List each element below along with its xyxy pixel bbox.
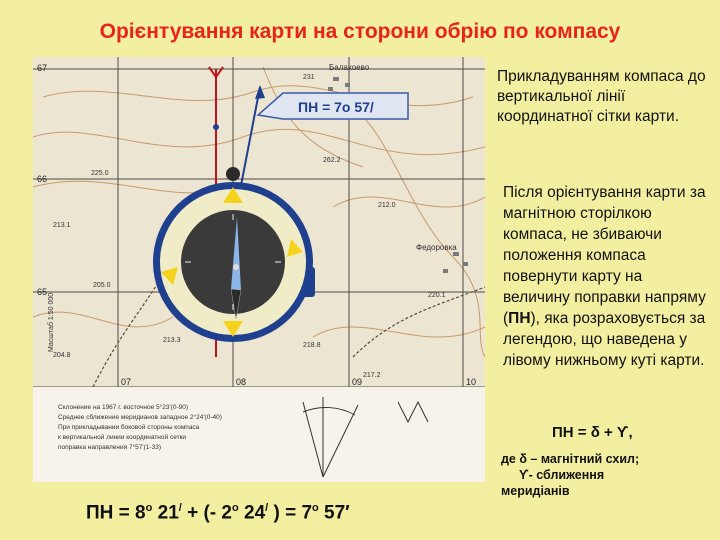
height-mark: 212.0 xyxy=(378,202,396,209)
legend-line-2: ϒ- сближення xyxy=(519,468,605,482)
instruction-text-1: Прикладуванням компаса до вертикальної лінії координатної сітки карти. xyxy=(497,68,706,125)
height-mark: 231 xyxy=(303,74,315,81)
height-mark: 205.0 xyxy=(93,282,111,289)
grid-label-07: 07 xyxy=(121,377,132,387)
instruction-text-2 xyxy=(503,182,708,371)
bottom-formula-part: 24 xyxy=(238,502,266,524)
grid-label-67: 67 xyxy=(37,63,48,73)
map-point xyxy=(213,124,219,130)
instruction-text-2-start: Після орієнтування карти за магнітною сторілкою компаса, не збиваючи положення компаса повернути карту на величину поправки напряму ( xyxy=(503,184,706,327)
formula-legend xyxy=(501,451,701,499)
height-mark: 220.1 xyxy=(428,292,446,299)
grid-label-66: 66 xyxy=(37,174,48,184)
degree-mark: о xyxy=(231,502,239,514)
map-legend-line: Среднее сближение меридианов западное 2°24'(0-40) xyxy=(58,414,222,421)
height-mark: 218.8 xyxy=(303,342,321,349)
legend-line-1: де δ – магнітний схил; xyxy=(501,452,640,466)
grid-label-10: 10 xyxy=(466,377,477,387)
height-mark: 217.2 xyxy=(363,372,381,379)
map-legend-line: При прикладывании боковой стороны компаса xyxy=(58,424,200,431)
minute-mark: / xyxy=(178,502,182,514)
map-legend-line: поправка направления 7°57'(1-33) xyxy=(58,444,161,451)
formula: ПН = δ + ϒ, xyxy=(552,424,633,441)
bottom-formula xyxy=(86,502,350,524)
callout-label: ПН = 7o 57/ xyxy=(298,99,374,115)
village-label-top: Балахоево xyxy=(329,63,370,72)
minute-mark: / xyxy=(265,502,269,514)
map-legend-line: к вертикальной линии координатной сетки xyxy=(58,434,187,441)
instruction-text-2-bold: ПН xyxy=(508,310,531,327)
grid-label-09: 09 xyxy=(352,377,363,387)
degree-mark: о xyxy=(312,502,319,514)
legend-line-2-row xyxy=(501,467,701,483)
instruction-text-2-end: ), яка розраховується за легендою, що наведена у лівому нижньому куті карти. xyxy=(503,310,706,369)
height-mark: 262.2 xyxy=(323,157,341,164)
bottom-formula-part: 21 xyxy=(152,502,179,524)
village-label-right: Федоровка xyxy=(416,243,457,252)
grid-label-65: 65 xyxy=(37,287,48,297)
bottom-formula-part: 57′ xyxy=(318,502,350,524)
legend-line-3: меридіанів xyxy=(501,484,570,498)
degree-mark: о xyxy=(145,502,153,514)
slide-title: Орієнтування карти на сторони обрію по компасу xyxy=(99,20,621,43)
bottom-formula-part: + (- 2 xyxy=(181,502,232,524)
grid-label-08: 08 xyxy=(236,377,247,387)
height-mark: 225.0 xyxy=(91,170,109,177)
bottom-formula-part: ) = 7 xyxy=(268,502,313,524)
topographic-map xyxy=(33,57,485,482)
height-mark: 204.8 xyxy=(53,352,71,359)
height-mark: 213.3 xyxy=(163,337,181,344)
map-legend-line: Склонение на 1967 г. восточное 5°23'(0-90) xyxy=(58,404,189,411)
bottom-formula-part: ПН = 8 xyxy=(86,502,146,524)
height-mark: 213.1 xyxy=(53,222,71,229)
margin-note: Масштаб 1:50 000 xyxy=(48,292,55,352)
